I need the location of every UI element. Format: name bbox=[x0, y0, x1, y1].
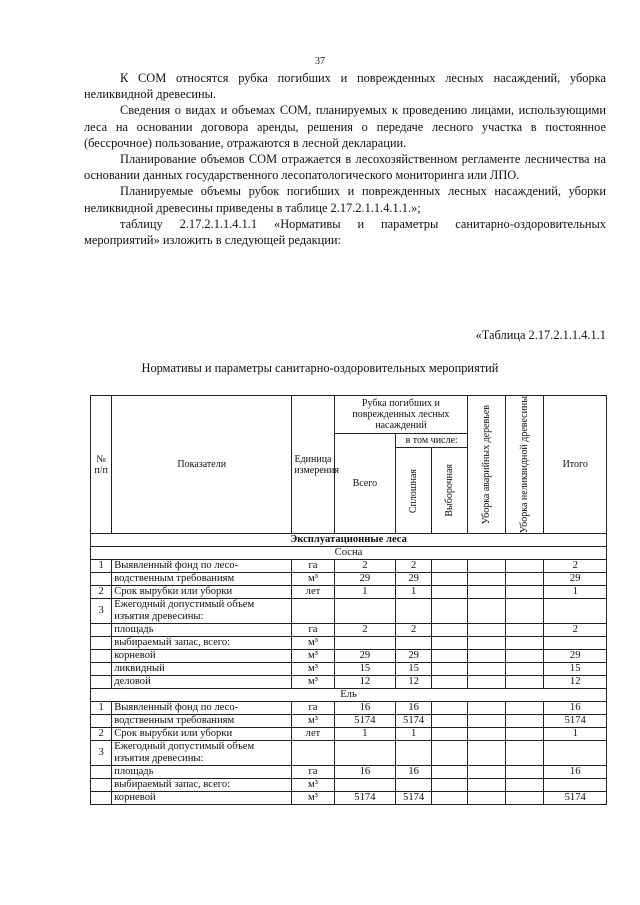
row-label: деловой bbox=[112, 676, 292, 689]
header-illiquid: Уборка неликвидной древесины bbox=[506, 396, 544, 534]
cell-sel bbox=[432, 573, 468, 586]
header-total: Итого bbox=[544, 396, 607, 534]
row-unit bbox=[292, 741, 334, 766]
cell-total: 15 bbox=[544, 663, 607, 676]
cell-total: 29 bbox=[544, 650, 607, 663]
cell-all: 1 bbox=[334, 586, 395, 599]
header-emergency: Уборка аварийных деревьев bbox=[468, 396, 506, 534]
cell-ill bbox=[506, 599, 544, 624]
row-label: площадь bbox=[112, 624, 292, 637]
cell-sel bbox=[432, 676, 468, 689]
row-number bbox=[91, 624, 112, 637]
cell-all: 16 bbox=[334, 702, 395, 715]
body-text bbox=[84, 70, 606, 248]
cell-clear bbox=[396, 779, 432, 792]
cell-ill bbox=[506, 637, 544, 650]
cell-em bbox=[468, 702, 506, 715]
cell-sel bbox=[432, 560, 468, 573]
species-name: Ель bbox=[91, 689, 607, 702]
row-unit: м³ bbox=[292, 637, 334, 650]
header-unit: Единица измерения bbox=[292, 396, 334, 534]
cell-total bbox=[544, 779, 607, 792]
table-row bbox=[91, 792, 607, 805]
table-row bbox=[91, 676, 607, 689]
cell-ill bbox=[506, 741, 544, 766]
cell-ill bbox=[506, 766, 544, 779]
cell-em bbox=[468, 766, 506, 779]
cell-em bbox=[468, 676, 506, 689]
cell-em bbox=[468, 650, 506, 663]
row-label: площадь bbox=[112, 766, 292, 779]
species-row bbox=[91, 689, 607, 702]
section-title: Эксплуатационные леса bbox=[91, 534, 607, 547]
cell-ill bbox=[506, 624, 544, 637]
cell-clear: 5174 bbox=[396, 715, 432, 728]
cell-total bbox=[544, 637, 607, 650]
table-row bbox=[91, 728, 607, 741]
cell-total: 16 bbox=[544, 702, 607, 715]
row-unit: м³ bbox=[292, 779, 334, 792]
row-number bbox=[91, 766, 112, 779]
cell-ill bbox=[506, 702, 544, 715]
cell-em bbox=[468, 586, 506, 599]
header-clear: Сплошная bbox=[396, 448, 432, 534]
cell-clear: 1 bbox=[396, 728, 432, 741]
table-row bbox=[91, 715, 607, 728]
cell-em bbox=[468, 715, 506, 728]
row-label: Выявленный фонд по лесо- bbox=[112, 560, 292, 573]
row-label: выбираемый запас, всего: bbox=[112, 637, 292, 650]
cell-all: 16 bbox=[334, 766, 395, 779]
row-unit bbox=[292, 599, 334, 624]
row-number bbox=[91, 676, 112, 689]
cell-total: 2 bbox=[544, 560, 607, 573]
table-row bbox=[91, 599, 607, 624]
table-title: Нормативы и параметры санитарно-оздоровительных мероприятий bbox=[141, 361, 499, 375]
cell-clear: 2 bbox=[396, 624, 432, 637]
table-row bbox=[91, 766, 607, 779]
cell-clear: 1 bbox=[396, 586, 432, 599]
cell-ill bbox=[506, 573, 544, 586]
header-including: в том числе: bbox=[396, 434, 468, 448]
cell-sel bbox=[432, 599, 468, 624]
row-number: 1 bbox=[91, 560, 112, 573]
page-number: 37 bbox=[315, 56, 325, 67]
paragraph: таблицу 2.17.2.1.1.4.1.1 «Нормативы и параметры санитарно-оздоровительных мероприятий» изложить в следующей редакции: bbox=[84, 216, 606, 248]
row-label: Срок вырубки или уборки bbox=[112, 586, 292, 599]
cell-em bbox=[468, 792, 506, 805]
cell-all bbox=[334, 637, 395, 650]
cell-em bbox=[468, 728, 506, 741]
row-unit: м³ bbox=[292, 715, 334, 728]
row-number bbox=[91, 573, 112, 586]
table-row bbox=[91, 702, 607, 715]
norms-table bbox=[90, 395, 607, 805]
cell-total: 1 bbox=[544, 728, 607, 741]
row-unit: м³ bbox=[292, 792, 334, 805]
cell-ill bbox=[506, 586, 544, 599]
table-row bbox=[91, 637, 607, 650]
row-label: водственным требованиям bbox=[112, 573, 292, 586]
cell-sel bbox=[432, 650, 468, 663]
paragraph: Сведения о видах и объемах СОМ, планируемых к проведению лицами, использующими леса на основании договора аренды, решения о передаче лесного участка в постоянное (бессрочное) пользование, отражаются в лесной декларации. bbox=[84, 103, 606, 150]
cell-all: 5174 bbox=[334, 715, 395, 728]
cell-ill bbox=[506, 792, 544, 805]
cell-em bbox=[468, 624, 506, 637]
section-row bbox=[91, 534, 607, 547]
row-label: корневой bbox=[112, 792, 292, 805]
cell-sel bbox=[432, 586, 468, 599]
row-unit: м³ bbox=[292, 676, 334, 689]
row-number bbox=[91, 663, 112, 676]
table-row bbox=[91, 573, 607, 586]
cell-sel bbox=[432, 715, 468, 728]
table-row bbox=[91, 663, 607, 676]
row-unit: га bbox=[292, 624, 334, 637]
table-row bbox=[91, 779, 607, 792]
cell-clear: 2 bbox=[396, 560, 432, 573]
row-unit: га bbox=[292, 702, 334, 715]
cell-clear: 16 bbox=[396, 702, 432, 715]
row-number bbox=[91, 637, 112, 650]
header-felling: Рубка погибших и поврежденных лесных насаждений bbox=[334, 396, 467, 434]
cell-em bbox=[468, 599, 506, 624]
cell-all: 12 bbox=[334, 676, 395, 689]
cell-total: 29 bbox=[544, 573, 607, 586]
row-unit: м³ bbox=[292, 650, 334, 663]
cell-all bbox=[334, 779, 395, 792]
row-unit: м³ bbox=[292, 573, 334, 586]
cell-all: 2 bbox=[334, 624, 395, 637]
row-number: 2 bbox=[91, 728, 112, 741]
row-label: Ежегодный допустимый объем изъятия древесины: bbox=[112, 599, 292, 624]
cell-all: 29 bbox=[334, 573, 395, 586]
row-unit: лет bbox=[292, 728, 334, 741]
cell-em bbox=[468, 573, 506, 586]
cell-sel bbox=[432, 702, 468, 715]
cell-all: 29 bbox=[334, 650, 395, 663]
species-row bbox=[91, 547, 607, 560]
cell-clear: 16 bbox=[396, 766, 432, 779]
cell-ill bbox=[506, 676, 544, 689]
row-label: выбираемый запас, всего: bbox=[112, 779, 292, 792]
header-num: № п/п bbox=[91, 396, 112, 534]
cell-clear: 29 bbox=[396, 573, 432, 586]
cell-ill bbox=[506, 779, 544, 792]
cell-em bbox=[468, 637, 506, 650]
table-row bbox=[91, 586, 607, 599]
table-row bbox=[91, 741, 607, 766]
row-number: 3 bbox=[91, 741, 112, 766]
row-label: водственным требованиям bbox=[112, 715, 292, 728]
cell-em bbox=[468, 663, 506, 676]
cell-total bbox=[544, 599, 607, 624]
cell-sel bbox=[432, 663, 468, 676]
cell-em bbox=[468, 741, 506, 766]
row-number bbox=[91, 715, 112, 728]
cell-sel bbox=[432, 741, 468, 766]
cell-clear bbox=[396, 741, 432, 766]
header-selective: Выборочная bbox=[432, 448, 468, 534]
cell-total: 16 bbox=[544, 766, 607, 779]
paragraph: Планирование объемов СОМ отражается в лесохозяйственном регламенте лесничества на основании данных государственного лесопатологического мониторинга или ЛПО. bbox=[84, 152, 606, 183]
table-row bbox=[91, 560, 607, 573]
row-label: корневой bbox=[112, 650, 292, 663]
cell-clear: 12 bbox=[396, 676, 432, 689]
cell-all: 1 bbox=[334, 728, 395, 741]
row-number: 1 bbox=[91, 702, 112, 715]
cell-ill bbox=[506, 650, 544, 663]
row-label: ликвидный bbox=[112, 663, 292, 676]
cell-sel bbox=[432, 728, 468, 741]
table-row bbox=[91, 624, 607, 637]
cell-total: 5174 bbox=[544, 715, 607, 728]
row-label: Ежегодный допустимый объем изъятия древесины: bbox=[112, 741, 292, 766]
row-number bbox=[91, 650, 112, 663]
row-unit: лет bbox=[292, 586, 334, 599]
cell-sel bbox=[432, 624, 468, 637]
row-number: 2 bbox=[91, 586, 112, 599]
row-number: 3 bbox=[91, 599, 112, 624]
species-name: Сосна bbox=[91, 547, 607, 560]
table-reference: «Таблица 2.17.2.1.1.4.1.1 bbox=[475, 328, 606, 342]
header-indicators: Показатели bbox=[112, 396, 292, 534]
cell-total: 1 bbox=[544, 586, 607, 599]
cell-ill bbox=[506, 663, 544, 676]
cell-all: 2 bbox=[334, 560, 395, 573]
table-row bbox=[91, 650, 607, 663]
cell-ill bbox=[506, 715, 544, 728]
cell-total: 12 bbox=[544, 676, 607, 689]
cell-sel bbox=[432, 637, 468, 650]
row-label: Срок вырубки или уборки bbox=[112, 728, 292, 741]
cell-sel bbox=[432, 766, 468, 779]
paragraph: Планируемые объемы рубок погибших и поврежденных лесных насаждений, уборки неликвидной древесины приведены в таблице 2.17.2.1.1.4.1.1.»; bbox=[84, 184, 606, 215]
cell-ill bbox=[506, 560, 544, 573]
cell-all: 15 bbox=[334, 663, 395, 676]
cell-all bbox=[334, 599, 395, 624]
row-unit: га bbox=[292, 766, 334, 779]
row-number bbox=[91, 792, 112, 805]
cell-clear: 15 bbox=[396, 663, 432, 676]
row-number bbox=[91, 779, 112, 792]
cell-total: 2 bbox=[544, 624, 607, 637]
cell-clear: 29 bbox=[396, 650, 432, 663]
cell-all: 5174 bbox=[334, 792, 395, 805]
paragraph: К СОМ относятся рубка погибших и поврежденных лесных насаждений, уборка неликвидной древесины. bbox=[84, 71, 606, 102]
cell-total: 5174 bbox=[544, 792, 607, 805]
cell-sel bbox=[432, 792, 468, 805]
cell-em bbox=[468, 560, 506, 573]
cell-clear: 5174 bbox=[396, 792, 432, 805]
cell-total bbox=[544, 741, 607, 766]
cell-all bbox=[334, 741, 395, 766]
cell-ill bbox=[506, 728, 544, 741]
row-unit: м³ bbox=[292, 663, 334, 676]
cell-clear bbox=[396, 637, 432, 650]
row-label: Выявленный фонд по лесо- bbox=[112, 702, 292, 715]
cell-em bbox=[468, 779, 506, 792]
header-total-all: Всего bbox=[334, 434, 395, 534]
cell-sel bbox=[432, 779, 468, 792]
row-unit: га bbox=[292, 560, 334, 573]
cell-clear bbox=[396, 599, 432, 624]
